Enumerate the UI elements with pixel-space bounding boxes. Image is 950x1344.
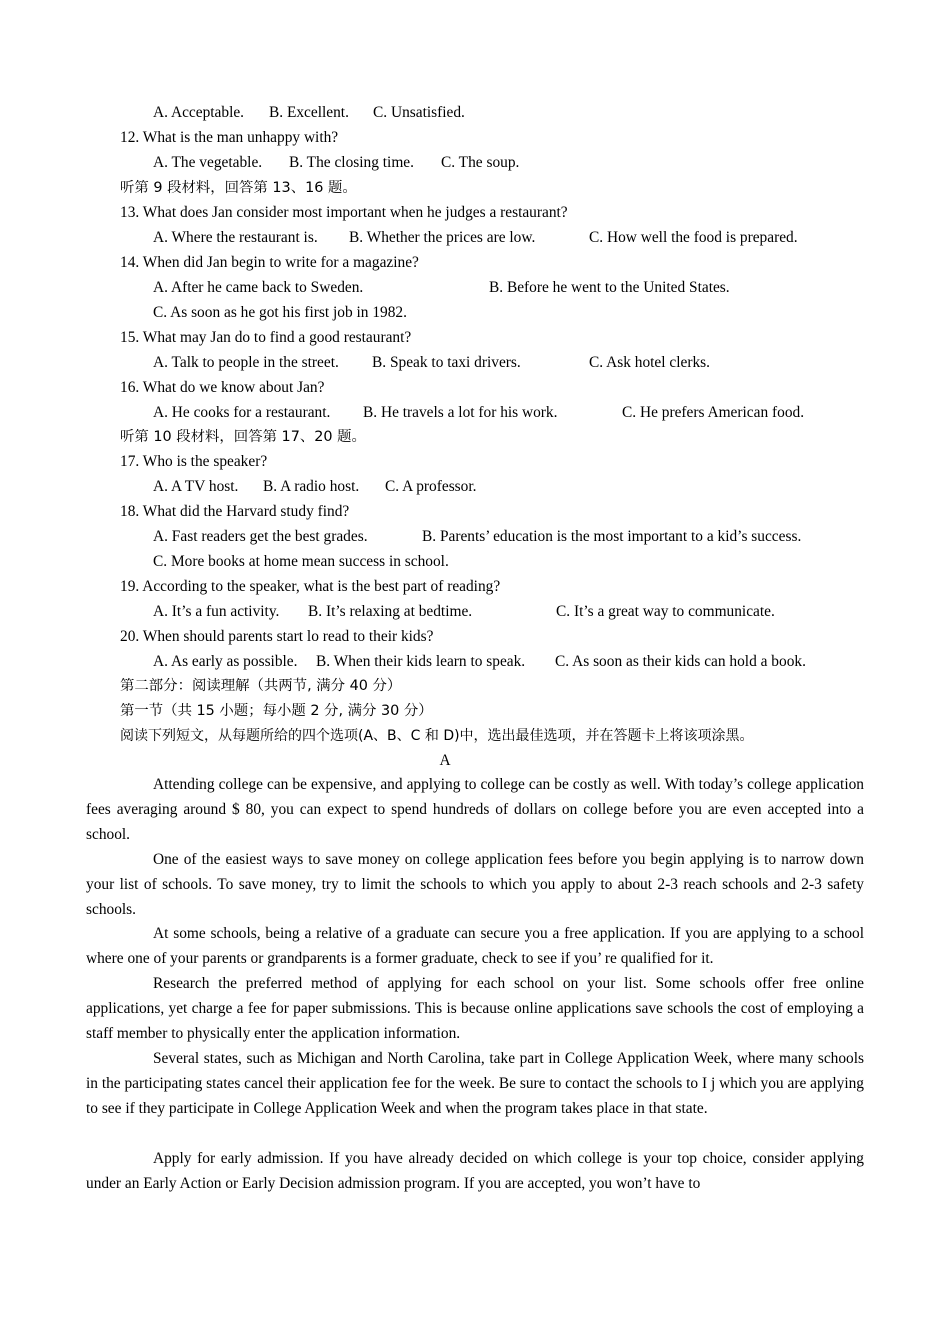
q17-option-b: B. A radio host. (263, 478, 360, 495)
q20-option-c: C. As soon as their kids can hold a book. (555, 653, 806, 670)
q16-stem: 16. What do we know about Jan? (120, 379, 325, 396)
q14-option-c: C. As soon as he got his first job in 1982. (153, 304, 407, 321)
passage-paragraph-3: At some schools, being a relative of a graduate can secure you a free application. If you are applying to a school where one of your parents or grandparents is a former graduate, check to see if you’ re qualified for it. (86, 925, 864, 967)
q19-option-b: B. It’s relaxing at bedtime. (308, 603, 473, 620)
q12-option-c: C. The soup. (441, 154, 520, 171)
q14-option-a: A. After he came back to Sweden. (153, 279, 364, 296)
q16-option-b: B. He travels a lot for his work. (363, 404, 558, 421)
q17-option-a: A. A TV host. (153, 478, 239, 495)
q12-option-a: A. The vegetable. (153, 154, 263, 171)
q14-stem: 14. When did Jan begin to write for a magazine? (120, 254, 419, 271)
q18-option-a: A. Fast readers get the best grades. (153, 528, 368, 545)
q20-option-b: B. When their kids learn to speak. (316, 653, 526, 670)
q13-option-c: C. How well the food is prepared. (589, 229, 798, 246)
q15-option-a: A. Talk to people in the street. (153, 354, 339, 371)
q16-option-a: A. He cooks for a restaurant. (153, 404, 331, 421)
q12-stem: 12. What is the man unhappy with? (120, 129, 339, 146)
q12-option-b: B. The closing time. (289, 154, 414, 171)
passage-paragraph-4: Research the preferred method of applying for each school on your list. Some schools offer free online applications, yet charge a fee for paper submissions. This is because online applications save schools the cost of employing a staff member to physically enter the application information. (86, 975, 864, 1042)
q19-stem: 19. According to the speaker, what is the best part of reading? (120, 578, 501, 595)
section-10-instruction: 听第 10 段材料，回答第 17、20 题。 (120, 429, 366, 445)
q11-option-a: A. Acceptable. (153, 104, 245, 121)
q11-option-b: B. Excellent. (269, 104, 349, 121)
section-one-title: 第一节（共 15 小题；每小题 2 分, 满分 30 分） (120, 703, 433, 719)
passage-paragraph-2: One of the easiest ways to save money on college application fees before you begin applying is to narrow down your list of schools. To save money, try to limit the schools to which you apply to about 2-3 reach schools and 2-3 safety schools. (86, 851, 864, 918)
q18-option-b: B. Parents’ education is the most important to a kid’s success. (422, 528, 802, 545)
q15-stem: 15. What may Jan do to find a good restaurant? (120, 329, 412, 346)
q18-stem: 18. What did the Harvard study find? (120, 503, 350, 520)
q17-stem: 17. Who is the speaker? (120, 453, 268, 470)
passage-paragraph-1: Attending college can be expensive, and applying to college can be costly as well. With today’s college application fees averaging around $ 80, you can expect to spend hundreds of dollars on college before you are even accepted into a school. (86, 776, 864, 843)
part-two-title: 第二部分：阅读理解（共两节, 满分 40 分） (120, 678, 402, 694)
q19-option-c: C. It’s a great way to communicate. (556, 603, 775, 620)
q13-option-b: B. Whether the prices are low. (349, 229, 536, 246)
passage-label: A (439, 752, 451, 769)
q18-option-c: C. More books at home mean success in school. (153, 553, 449, 570)
q19-option-a: A. It’s a fun activity. (153, 603, 280, 620)
q13-stem: 13. What does Jan consider most important when he judges a restaurant? (120, 204, 568, 221)
q11-option-c: C. Unsatisfied. (373, 104, 465, 121)
q15-option-c: C. Ask hotel clerks. (589, 354, 710, 371)
q16-option-c: C. He prefers American food. (622, 404, 805, 421)
passage-paragraph-6: Apply for early admission. If you have already decided on which college is your top choice, consider applying under an Early Action or Early Decision admission program. If you are accepted, you won’t have to (86, 1150, 864, 1192)
reading-instruction: 阅读下列短文，从每题所给的四个选项(A、B、C 和 D)中，选出最佳选项，并在答题卡上将该项涂黑。 (120, 728, 754, 744)
q15-option-b: B. Speak to taxi drivers. (372, 354, 521, 371)
q20-option-a: A. As early as possible. (153, 653, 298, 670)
q17-option-c: C. A professor. (385, 478, 477, 495)
passage-paragraph-5: Several states, such as Michigan and North Carolina, take part in College Application Week, where many schools in the participating states cancel their application fee for the week. Be sure to contact the schools to I j which you are applying to see if they participate in College Application Week and when the program takes place in that state. (86, 1050, 864, 1117)
section-9-instruction: 听第 9 段材料，回答第 13、16 题。 (120, 180, 357, 196)
q14-option-b: B. Before he went to the United States. (489, 279, 730, 296)
q13-option-a: A. Where the restaurant is. (153, 229, 318, 246)
q20-stem: 20. When should parents start lo read to their kids? (120, 628, 434, 645)
